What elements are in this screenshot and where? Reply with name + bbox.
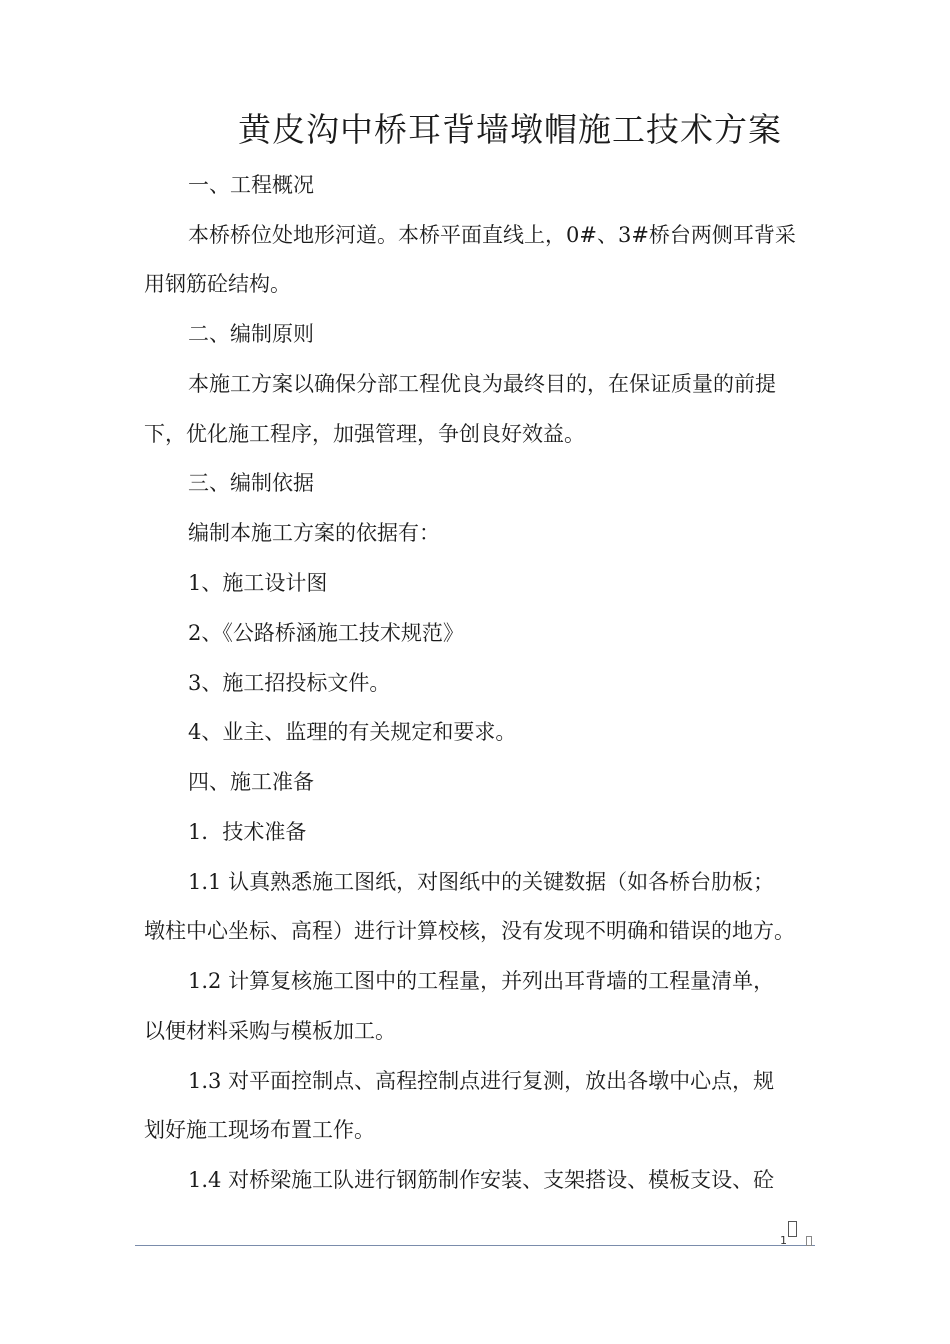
placeholder-glyph-icon [788, 1221, 797, 1237]
section-heading-2: 二、编制原则 [188, 322, 314, 346]
paragraph-line: 用钢筋砼结构。 [144, 272, 291, 296]
section-heading-3: 三、编制依据 [188, 471, 314, 495]
list-item: 3、施工招投标文件。 [188, 671, 391, 695]
paragraph-line: 1.1 认真熟悉施工图纸，对图纸中的关键数据（如各桥台肋板； [188, 870, 775, 894]
paragraph-line: 编制本施工方案的依据有： [188, 521, 440, 545]
subsection-heading: 1．技术准备 [188, 820, 307, 844]
paragraph-line: 本桥桥位处地形河道。本桥平面直线上，0#、3#桥台两侧耳背采 [188, 223, 796, 247]
paragraph-line: 划好施工现场布置工作。 [144, 1118, 375, 1142]
placeholder-glyph-icon [806, 1236, 812, 1246]
paragraph-line: 本施工方案以确保分部工程优良为最终目的，在保证质量的前提 [188, 372, 776, 396]
paragraph-line: 1.4 对桥梁施工队进行钢筋制作安装、支架搭设、模板支设、砼 [188, 1168, 775, 1192]
paragraph-line: 以便材料采购与模板加工。 [144, 1019, 396, 1043]
list-item: 2、《公路桥涵施工技术规范》 [188, 621, 464, 645]
list-item: 1、施工设计图 [188, 571, 328, 595]
footer-divider [135, 1245, 815, 1246]
document-title: 黄皮沟中桥耳背墙墩帽施工技术方案 [238, 110, 782, 149]
section-heading-1: 一、工程概况 [188, 173, 314, 197]
paragraph-line: 1.2 计算复核施工图中的工程量，并列出耳背墙的工程量清单， [188, 969, 775, 993]
paragraph-line: 墩柱中心坐标、高程）进行计算校核，没有发现不明确和错误的地方。 [144, 919, 795, 943]
paragraph-line: 1.3 对平面控制点、高程控制点进行复测，放出各墩中心点，规 [188, 1069, 775, 1093]
section-heading-4: 四、施工准备 [188, 770, 314, 794]
paragraph-line: 下，优化施工程序，加强管理，争创良好效益。 [144, 422, 585, 446]
list-item: 4、业主、监理的有关规定和要求。 [188, 720, 517, 744]
page-number: 1 [780, 1234, 787, 1247]
